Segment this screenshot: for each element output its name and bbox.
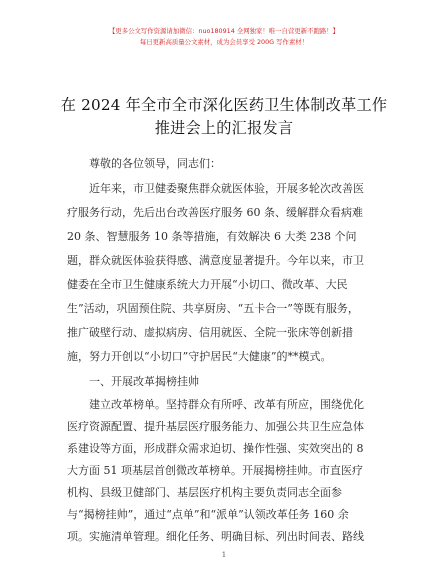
document-title-line-1: 在 2024 年全市全市深化医药卫生体制改革工作 xyxy=(60,96,388,114)
paragraph-1-line: 健委在全市卫生健康系统大力开展“小切口、微改革、大民 xyxy=(67,278,348,291)
section-heading-1: 一、开展改革揭榜挂帅 xyxy=(89,375,199,388)
document-title-line-2: 推进会上的汇报发言 xyxy=(154,119,294,137)
paragraph-2-line: 与“揭榜挂帅”，通过“点单”和“派单”认领改革任务 160 余 xyxy=(67,508,349,521)
salutation: 尊敬的各位领导，同志们： xyxy=(89,157,221,170)
promo-banner-line-1: 【更多公文写作资源请加微信：nuo180914 全网独家！唯一自营更新不跑路！】 xyxy=(108,27,340,35)
paragraph-1-line: 生”活动，巩固预住院、共享厨房、“五卡合一”等既有服务， xyxy=(67,302,359,315)
paragraph-2-line: 大方面 51 项基层首创微改革榜单。开展揭榜挂帅。市直医疗 xyxy=(67,464,363,477)
paragraph-2-line: 机构、县级卫健部门、基层医疗机构主要负责同志全面参 xyxy=(67,486,342,499)
paragraph-1-line: 题，群众就医体验获得感、满意度显著提升。今年以来，市卫 xyxy=(67,254,364,267)
paragraph-2-line: 系建设等方面，形成群众需求迫切、操作性强、实效突出的 8 xyxy=(67,442,364,455)
promo-banner-line-2: 每日更新高质量公文素材，成为会员享受 200G 写作素材！ xyxy=(139,38,309,46)
paragraph-2-line: 医疗资源配置、提升基层医疗服务能力、加强公共卫生应急体 xyxy=(67,420,364,433)
paragraph-2-line: 建立改革榜单。坚持群众有所呼、改革有所应，围绕优化 xyxy=(89,398,364,411)
paragraph-2-line: 项。实施清单管理。细化任务、明确目标、列出时间表、路线 xyxy=(67,530,364,543)
paragraph-1-line: 推广破壁行动、虚拟病房、信用就医、全院一张床等创新措 xyxy=(67,326,353,339)
paragraph-1-line: 20 条、智慧服务 10 条等措施，有效解决 6 大类 238 个问 xyxy=(67,230,357,243)
paragraph-1-line: 近年来，市卫健委聚焦群众就医体验，开展多轮次改善医 xyxy=(89,182,364,195)
page-number: 1 xyxy=(221,551,227,559)
paragraph-1-line: 施，努力开创以“小切口”守护居民“大健康”的**模式。 xyxy=(67,350,332,363)
paragraph-1-line: 疗服务行动，先后出台改善医疗服务 60 条、缓解群众看病难 xyxy=(67,206,363,219)
